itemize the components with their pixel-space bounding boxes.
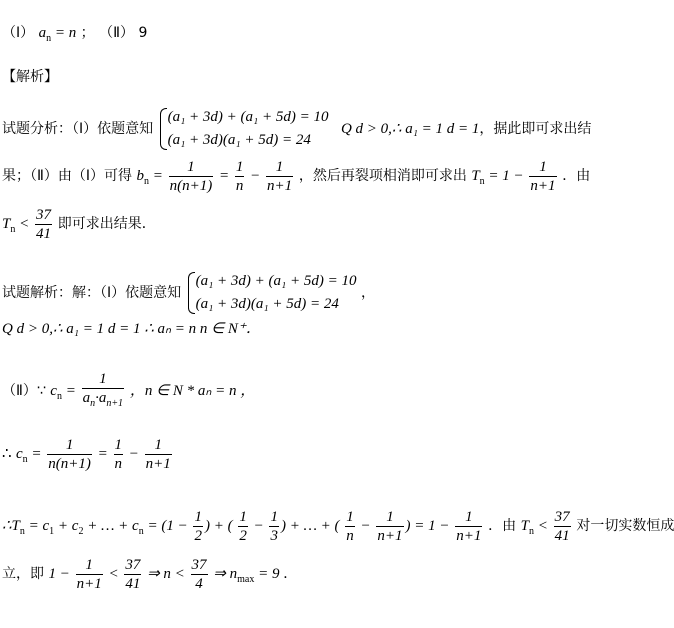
answer-line: [2, 26, 147, 44]
analysis-eq2: (a₁ + 3d)(a₁ + 5d) = 24: [167, 132, 311, 148]
solution-part2-label: （Ⅱ）∵: [2, 382, 46, 399]
tn-formula: $T_n = 1$ − $\frac{1}{n+1}$: [471, 159, 556, 194]
analysis-line-2: [2, 158, 590, 195]
solution-eq2: (a₁ + 3d)(a₁ + 5d) = 24: [195, 296, 339, 312]
analysis-eq1: (a₁ + 3d) + (a₁ + 5d) = 10: [167, 109, 329, 125]
answer-separator: ；: [80, 25, 95, 41]
therefore-symbol: ∴: [2, 445, 12, 462]
analysis-line-1: [2, 106, 591, 152]
tn-inequality: $T_n$ < $\frac{37}{41}$: [2, 207, 51, 242]
answer-part1-label: （Ⅰ）: [2, 25, 35, 41]
analysis-line-3: [2, 206, 156, 243]
solution-equation-system: [186, 270, 357, 316]
analysis-part1-intro: （Ⅰ）依题意知: [72, 121, 154, 137]
solution-final-prefix: 立，即: [2, 565, 44, 582]
solution-line-6: [2, 556, 297, 593]
final-inequality: 1 − $\frac{1}{n+1}$ < $\frac{37}{41}$ ⇒ n < $\frac{37}{4}$ ⇒ $n_{max} = 9$: [48, 557, 284, 592]
answer-part2-value: 9: [138, 25, 148, 41]
analysis-line2-end: ．由: [562, 167, 591, 184]
cn-definition: $c_n$ = $\frac{1}{a_n\cdot a_{n+1}}$: [50, 371, 124, 409]
analysis-label: 试题分析：: [2, 121, 72, 137]
solution-part1-intro: （Ⅰ）依题意知: [100, 285, 182, 301]
analysis-conclusion-prefix: ，据此即可求出结: [479, 121, 592, 137]
solution-line-4: [2, 436, 174, 473]
answer-part2-label: （Ⅱ）: [99, 25, 135, 41]
analysis-line2-mid: ，然后再裂项相消即可求出: [298, 167, 467, 184]
solution-part2-cond: ，n ∈ N * aₙ = n ，: [129, 382, 256, 399]
solution-line-1: 试题解析：解：（Ⅰ）依题意知 (a₁ + 3d) + (a₁ + 5d) = 10 (a₁ + 3d)(a₁ + 5d) = 24 ，: [2, 270, 375, 316]
analysis-line3-end: 即可求出结果．: [57, 215, 156, 232]
solution-sum-suffix: 对一切实数恒成: [576, 517, 674, 534]
solution-line-3: [2, 370, 255, 413]
analysis-equation-system: [158, 106, 329, 152]
solution-sum-end: ．由: [488, 517, 517, 534]
tn-bound: $T_n$ < $\frac{37}{41}$: [520, 509, 570, 544]
answer-part1-formula: $a_n = n$: [38, 25, 77, 44]
analysis-condition: Q d > 0,∴ a₁ = 1 d = 1: [340, 121, 480, 137]
tn-sum-formula: $\therefore T_n = c_1 + c_2$ + … + $c_n = (1$ − $\frac{1}{2}$ ) + ( $\frac{1}{2}$ − $\frac{1}{3}$ ) + … + ( $\frac{1}{n}$ − $\frac{1}{n+1}$ ) = 1 − $\frac{1}{n+1}$: [2, 509, 482, 544]
section-header: 【解析】: [2, 69, 58, 85]
solution-line-5: [2, 508, 674, 545]
analysis-line2-start: 果；（Ⅱ）由（Ⅰ）可得: [2, 167, 133, 184]
solution-eq1: (a₁ + 3d) + (a₁ + 5d) = 10: [195, 273, 357, 289]
solution-final-end: ．: [283, 565, 298, 582]
solution-label: 试题解析：解：: [2, 285, 100, 301]
bn-formula: $b_n$ = $\frac{1}{n(n+1)}$ = $\frac{1}{n}$ − $\frac{1}{n+1}$: [136, 159, 293, 194]
cn-formula: $c_n$ = $\frac{1}{n(n+1)}$ = $\frac{1}{n}$ − $\frac{1}{n+1}$: [16, 437, 171, 472]
solution-line-2: Q d > 0,∴ a₁ = 1 d = 1 ∴ aₙ = n n ∈ N⁺．: [2, 321, 261, 337]
